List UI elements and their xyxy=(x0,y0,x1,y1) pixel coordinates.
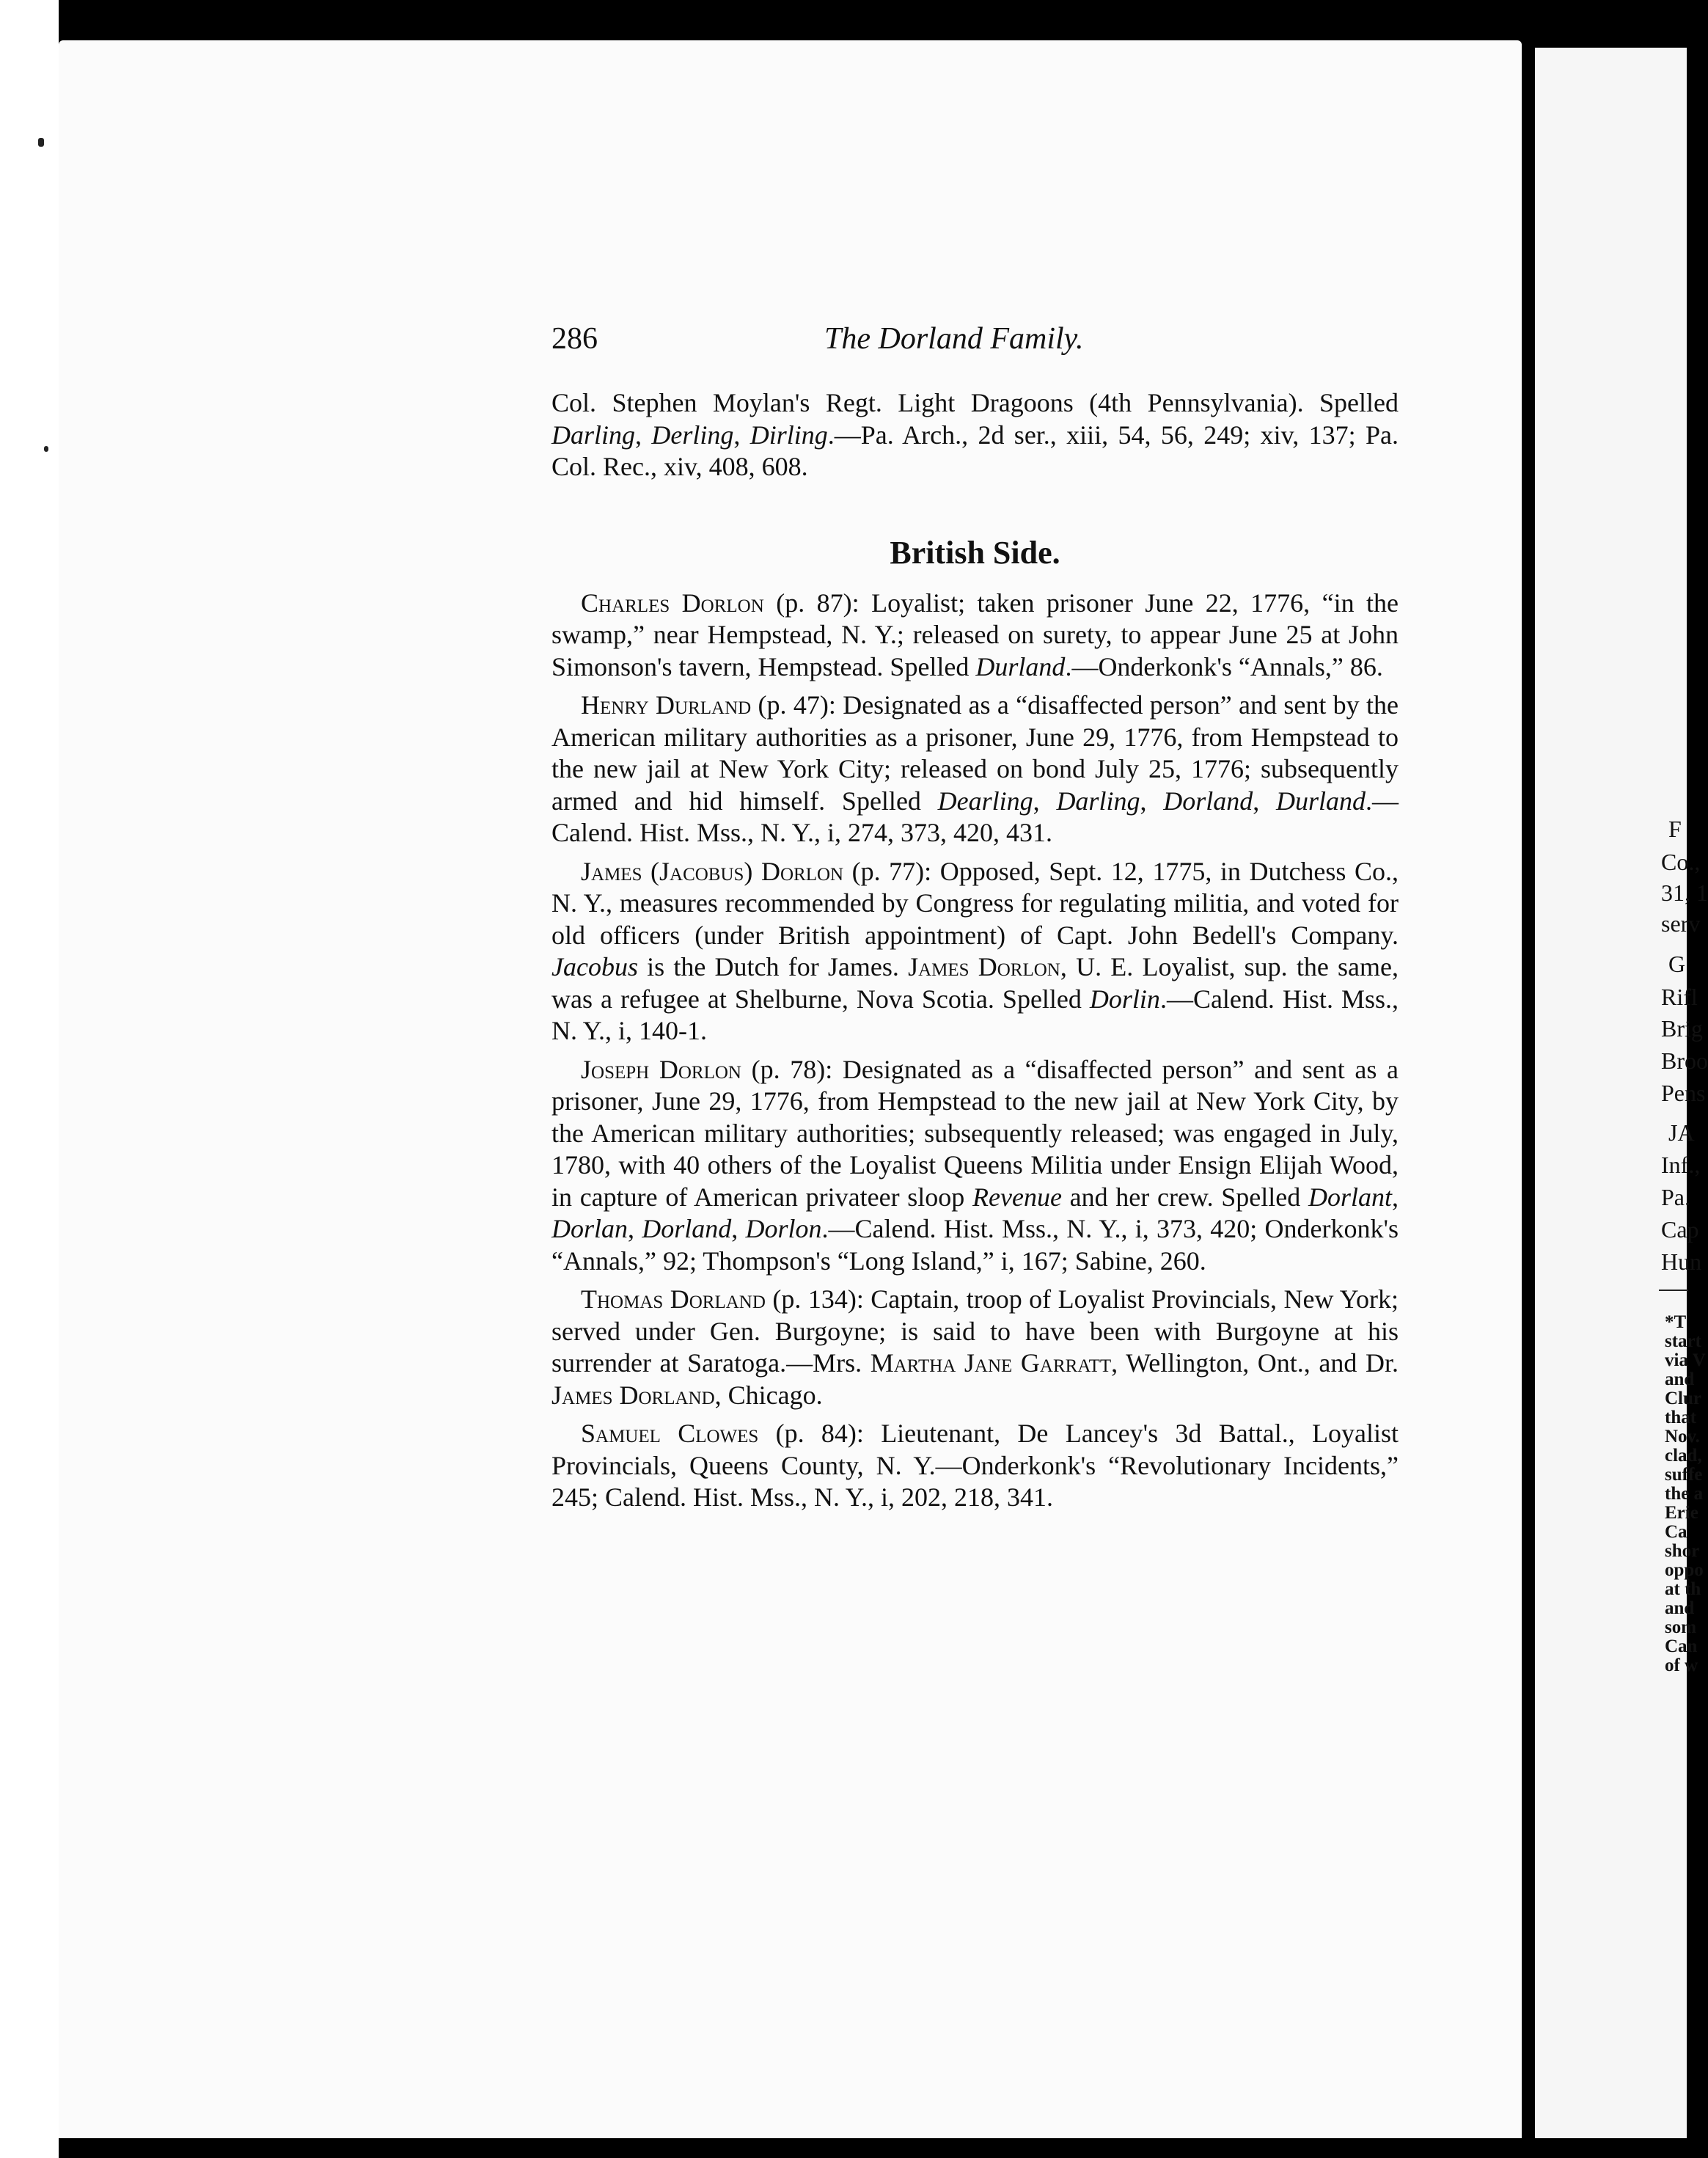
right-page-fragment: JA xyxy=(1668,1119,1695,1146)
right-page-fragment: Brig xyxy=(1661,1015,1703,1042)
scan-speck xyxy=(38,138,44,147)
section-heading: British Side. xyxy=(890,534,1060,571)
entry-samuel-clowes: Samuel Clowes (p. 84): Lieutenant, De Lancey's 3d Battal., Loyalist Provincials, Queens County, N. Y.—Onderkonk's “Revolutionary Incidents,” 245; Calend. Hist. Mss., N. Y., i, 202, 218, 341. xyxy=(551,1419,1399,1512)
right-page-fragment: F xyxy=(1668,816,1682,842)
right-page-fragment: Hun xyxy=(1661,1248,1702,1275)
page-number: 286 xyxy=(551,322,598,356)
right-page-fragment: serv xyxy=(1661,910,1701,937)
right-page-fragment: Rifl xyxy=(1661,984,1698,1010)
right-page-fragment: 31, 1 xyxy=(1661,879,1708,906)
right-page-fragment: Cap xyxy=(1661,1216,1699,1243)
right-page-fragment: Co., xyxy=(1661,849,1701,875)
running-title: The Dorland Family. xyxy=(824,322,1084,356)
entry-charles-dorlon: Charles Dorlon (p. 87): Loyalist; taken prisoner June 22, 1776, “in the swamp,” near Hempstead, N. Y.; released on surety, to appear June 25 at John Simonson's tavern, Hempstead. Spelled Durland.—Onderkonk's “Annals,” 86. xyxy=(551,588,1399,681)
entry-name: Henry Durland xyxy=(581,690,752,720)
right-page-fragment: G xyxy=(1668,951,1686,977)
right-page-footnote-fragment: *T start via V and Clur that Nov. clad, suffe the a Erie Ca shor oppo at th and som Can of w xyxy=(1665,1312,1706,1675)
scan-speck xyxy=(44,446,48,452)
entry-henry-durland: Henry Durland (p. 47): Designated as a “disaffected person” and sent by the American military authorities as a prisoner, June 29, 1776, from Hempstead to the new jail at New York City; released on bond July 25, 1776; subsequently armed and hid himself. Spelled Dearling, Darling, Dorland, Durland.—Calend. Hist. Mss., N. Y., i, 274, 373, 420, 431. xyxy=(551,690,1399,847)
scan-left-margin xyxy=(0,0,59,2158)
right-page-fragment: Inf., xyxy=(1661,1152,1701,1178)
page-body xyxy=(551,387,1399,1521)
entry-joseph-dorlon: Joseph Dorlon (p. 78): Designated as a “disaffected person” and sent as a prisoner, June 29, 1776, from Hempstead to the new jail at New York City, by the American military authorities; subsequently released; was engaged in July, 1780, with 40 others of the Loyalist Queens Militia under Ensign Elijah Wood, in capture of American privateer sloop Revenue and her crew. Spelled Dorlant, Dorlan, Dorland, Dorlon.—Calend. Hist. Mss., N. Y., i, 373, 420; Onderkonk's “Annals,” 92; Thompson's “Long Island,” i, 167; Sabine, 260. xyxy=(551,1054,1399,1276)
running-head xyxy=(551,321,1131,365)
right-page-fragment: Pa. xyxy=(1661,1184,1690,1210)
book-gutter xyxy=(1522,0,1535,2158)
entry-thomas-dorland: Thomas Dorland (p. 134): Captain, troop of Loyalist Provincials, New York; served under Gen. Burgoyne; is said to have been with Burgoyne at his surrender at Saratoga.—Mrs. Martha Jane Garratt, Wellington, Ont., and Dr. James Dorland, Chicago. xyxy=(551,1284,1399,1410)
intro-paragraph: Col. Stephen Moylan's Regt. Light Dragoons (4th Pennsylvania). Spelled Darling, Derling, Dirling.—Pa. Arch., 2d ser., xiii, 54, 56, 249; xiv, 137; Pa. Col. Rec., xiv, 408, 608. xyxy=(551,388,1399,481)
entry-name: Charles Dorlon xyxy=(581,588,764,618)
entry-james-dorlon: James (Jacobus) Dorlon (p. 77): Opposed, Sept. 12, 1775, in Dutchess Co., N. Y., measures recommended by Congress for regulating militia, and voted for old officers (under British appointment) of Capt. John Bedell's Company. Jacobus is the Dutch for James. James Dorlon, U. E. Loyalist, sup. the same, was a refugee at Shelburne, Nova Scotia. Spelled Dorlin.—Calend. Hist. Mss., N. Y., i, 140-1. xyxy=(551,856,1399,1045)
right-page-rule xyxy=(1659,1290,1688,1291)
right-page-fragment: Pens xyxy=(1661,1080,1706,1106)
right-page-fragment: Broo xyxy=(1661,1047,1708,1074)
entry-name: Thomas Dorland xyxy=(581,1284,766,1314)
entry-name: Samuel Clowes xyxy=(581,1419,759,1448)
entry-name: Joseph Dorlon xyxy=(581,1054,741,1084)
entry-name: James (Jacobus) Dorlon xyxy=(581,856,844,886)
